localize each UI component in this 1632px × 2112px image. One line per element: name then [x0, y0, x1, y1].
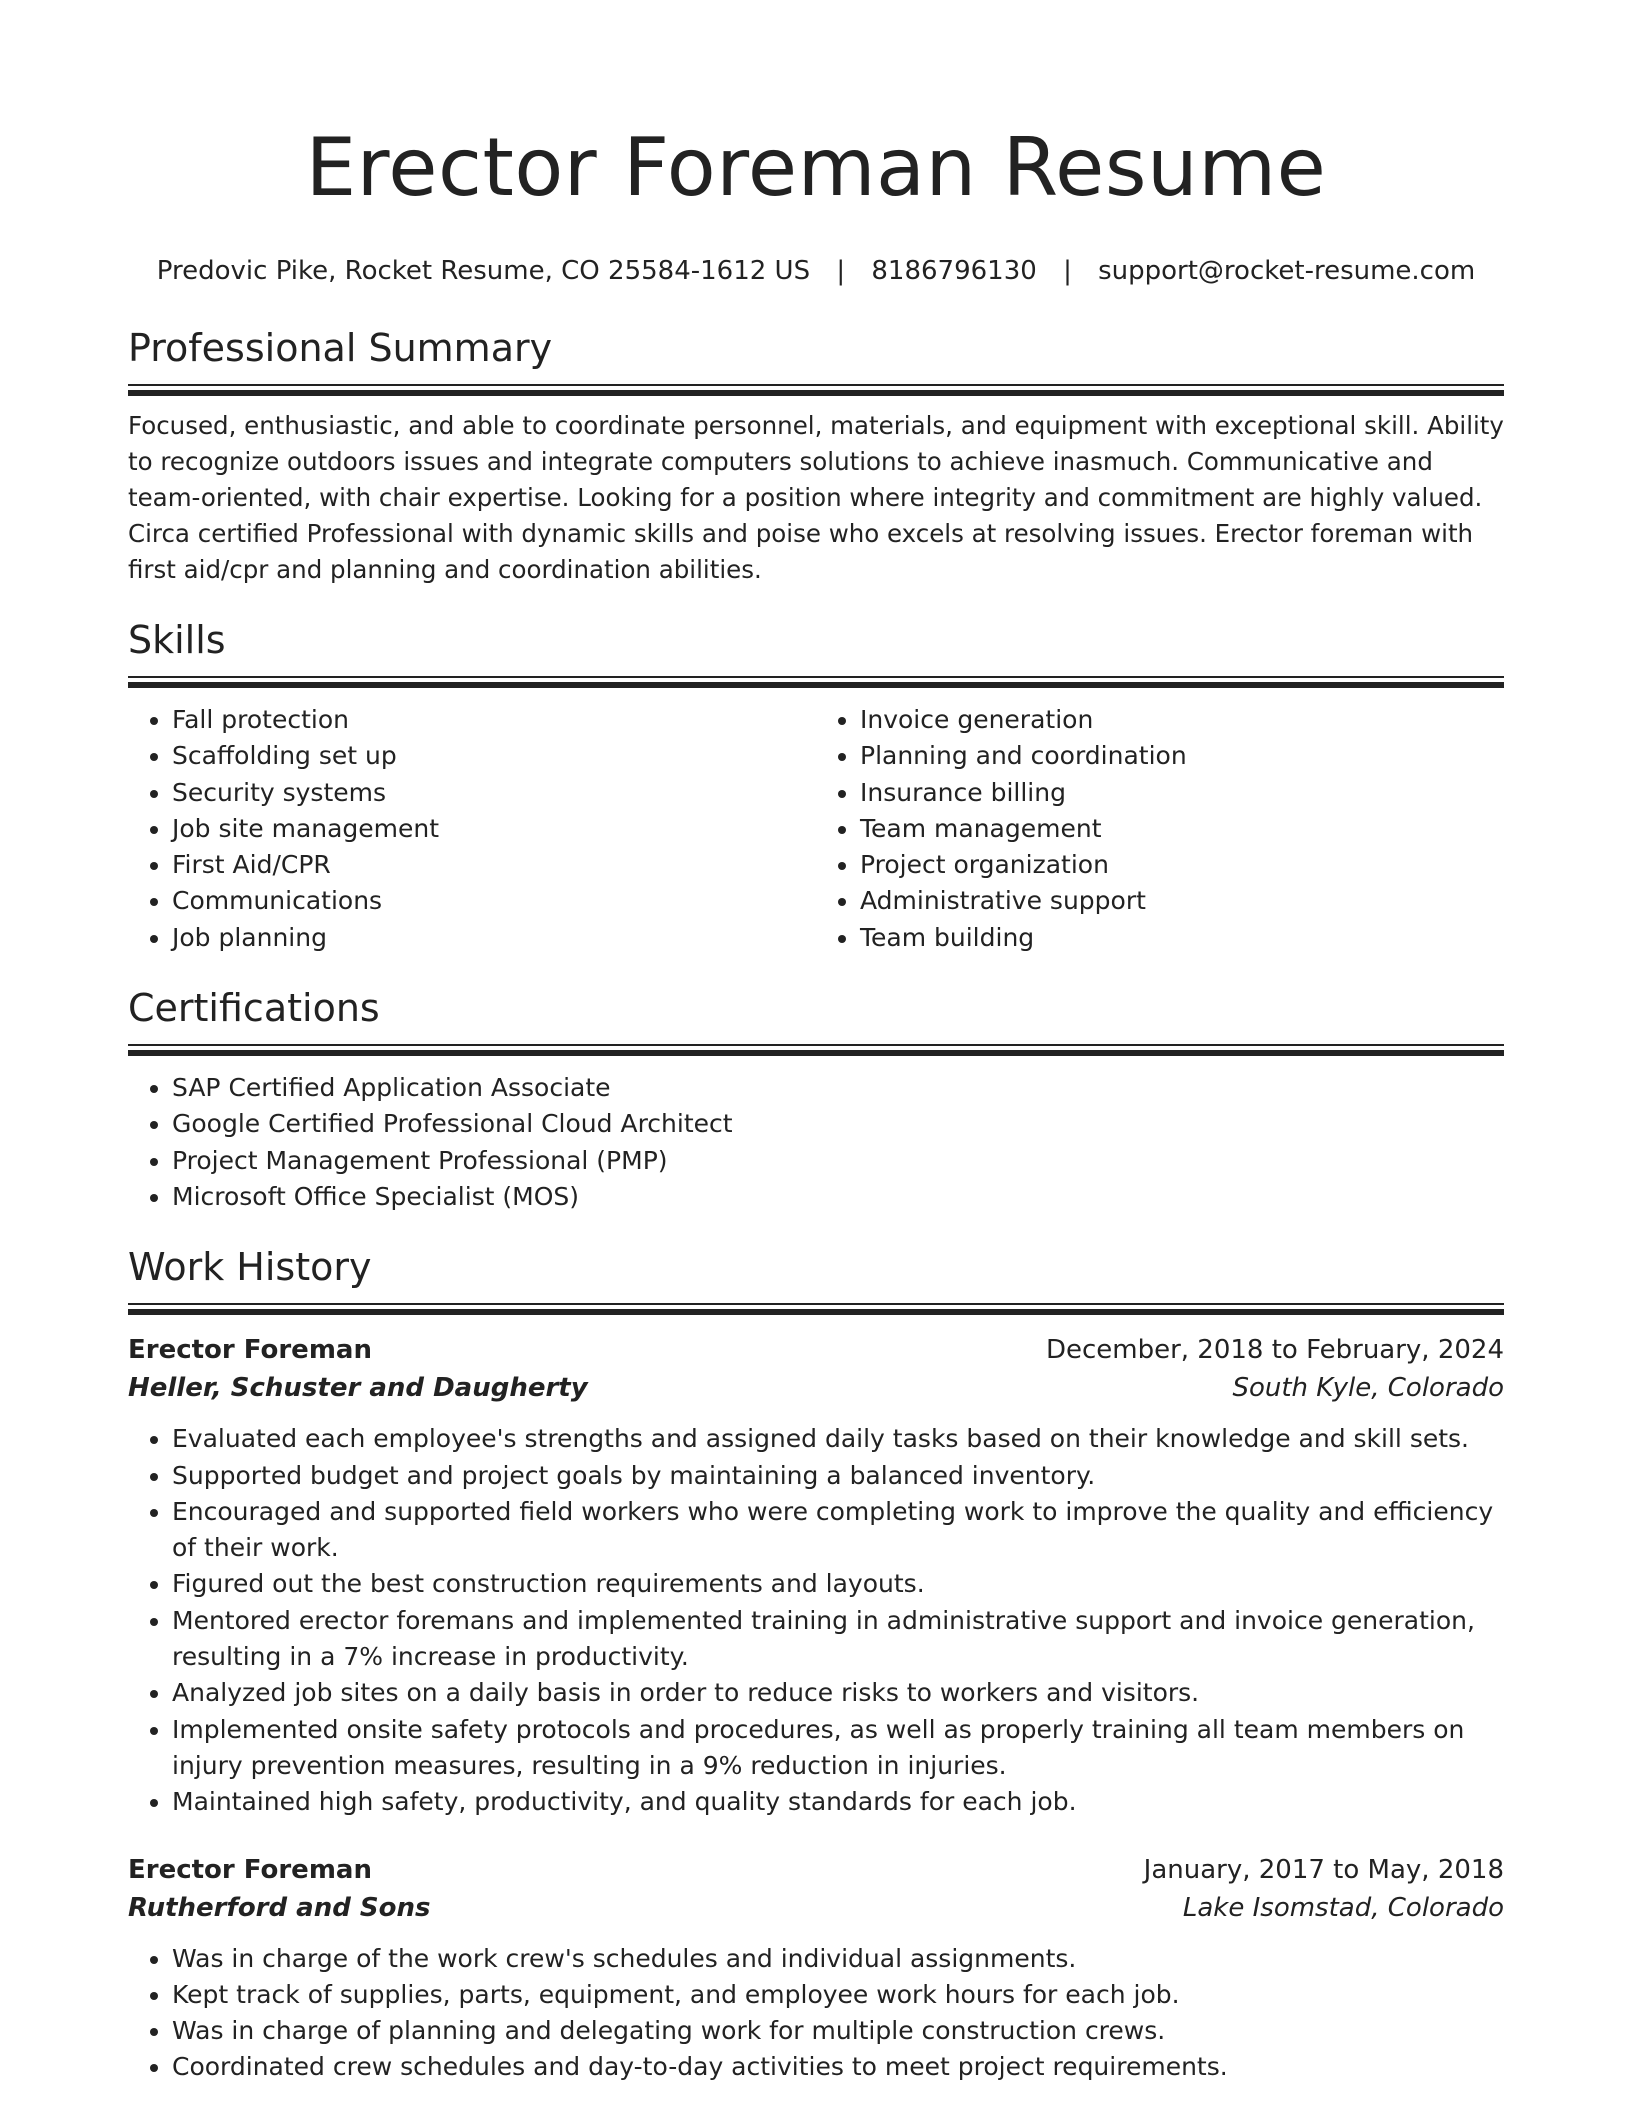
skill-item: • Team building: [860, 920, 1504, 956]
section-divider: [128, 676, 1504, 688]
work-history-section: [128, 1243, 1504, 2085]
job-location: South Kyle, Colorado: [1232, 1373, 1504, 1404]
contact-separator: |: [836, 256, 846, 286]
certification-item: • Google Certified Professional Cloud Architect: [172, 1106, 1504, 1142]
job-duty-item: • Kept track of supplies, parts, equipment, and employee work hours for each job.: [172, 1977, 1504, 2013]
job-subheader: [128, 1889, 1504, 1927]
summary-section: [128, 324, 1504, 588]
job-duty-item: • Was in charge of the work crew's schedules and individual assignments.: [172, 1941, 1504, 1977]
job-title: Erector Foreman: [128, 1854, 372, 1885]
job-duties-list: [128, 1421, 1504, 1820]
skill-item: • Communications: [172, 883, 816, 919]
job-title: Erector Foreman: [128, 1335, 372, 1366]
skill-item: • Team management: [860, 811, 1504, 847]
skill-item: • Job planning: [172, 920, 816, 956]
certification-item: • SAP Certified Application Associate: [172, 1070, 1504, 1106]
certifications-list: [128, 1070, 1504, 1215]
section-heading-work-history: Work History: [128, 1245, 372, 1290]
summary-text: Focused, enthusiastic, and able to coordinate personnel, materials, and equipment with exceptional skill. Ability to recognize outdoors issues and integrate computers solutions to achieve inasmuch. Communicative and team-oriented, with chair expertise. Looking for a position where integrity and commitment are highly valued. Circa certified Professional with dynamic skills and poise who excels at resolving issues. Erector foreman with first aid/cpr and planning and coordination abilities.: [128, 411, 1504, 584]
section-heading-skills: Skills: [128, 618, 226, 662]
job-location: Lake Isomstad, Colorado: [1182, 1892, 1504, 1923]
job-subheader: [128, 1369, 1504, 1407]
job-duty-item: • Analyzed job sites on a daily basis in order to reduce risks to workers and visitors.: [172, 1675, 1504, 1711]
skill-item: • Scaffolding set up: [172, 738, 816, 774]
job-header: [128, 1851, 1504, 1889]
section-heading-certifications: Certifications: [128, 986, 380, 1031]
section-heading-summary: Professional Summary: [128, 326, 553, 370]
section-divider: [128, 384, 1504, 396]
contact-separator: |: [1063, 256, 1072, 286]
skill-item: • First Aid/CPR: [172, 847, 816, 883]
job-duty-item: • Encouraged and supported field workers who were completing work to improve the quality and efficiency of their work.: [172, 1494, 1504, 1567]
job-dates: January, 2017 to May, 2018: [1143, 1854, 1504, 1885]
certifications-section: [128, 984, 1504, 1215]
skill-item: • Fall protection: [172, 702, 816, 738]
job-duty-item: • Was in charge of planning and delegating work for multiple construction crews.: [172, 2013, 1504, 2049]
skills-grid: [128, 688, 1504, 956]
job-duty-item: • Evaluated each employee's strengths and assigned daily tasks based on their knowledge and skill sets.: [172, 1421, 1504, 1457]
skill-item: • Insurance billing: [860, 775, 1504, 811]
certification-item: • Project Management Professional (PMP): [172, 1143, 1504, 1179]
job-duty-item: • Implemented onsite safety protocols and procedures, as well as properly training all team members on injury prevention measures, resulting in a 9% reduction in injuries.: [172, 1712, 1504, 1785]
section-divider: [128, 1303, 1504, 1315]
skills-list-left: [128, 702, 816, 956]
job-duty-item: • Maintained high safety, productivity, and quality standards for each job.: [172, 1784, 1504, 1820]
job-duty-item: • Mentored erector foremans and implemented training in administrative support and invoice generation, resulting in a 7% increase in productivity.: [172, 1603, 1504, 1676]
skill-item: • Administrative support: [860, 883, 1504, 919]
skills-section: [128, 616, 1504, 956]
job-company: Heller, Schuster and Daugherty: [128, 1373, 588, 1404]
job-entry: [128, 1331, 1504, 1820]
contact-address: Predovic Pike, Rocket Resume, CO 25584-1612 US: [156, 256, 811, 286]
skills-list-right: [816, 702, 1504, 956]
skill-item: • Invoice generation: [860, 702, 1504, 738]
job-company: Rutherford and Sons: [128, 1892, 431, 1923]
job-duty-item: • Figured out the best construction requirements and layouts.: [172, 1566, 1504, 1602]
contact-email[interactable]: support@rocket-resume.com: [1098, 256, 1476, 286]
job-header: [128, 1331, 1504, 1369]
job-entry: [128, 1851, 1504, 2086]
skill-item: • Planning and coordination: [860, 738, 1504, 774]
job-duty-item: • Supported budget and project goals by maintaining a balanced inventory.: [172, 1458, 1504, 1494]
job-duty-item: • Coordinated crew schedules and day-to-day activities to meet project requirements.: [172, 2049, 1504, 2085]
job-dates: December, 2018 to February, 2024: [1045, 1335, 1504, 1366]
job-duties-list: [128, 1941, 1504, 2086]
skill-item: • Security systems: [172, 775, 816, 811]
contact-line: [128, 254, 1504, 288]
skill-item: • Project organization: [860, 847, 1504, 883]
contact-phone: 8186796130: [871, 256, 1037, 286]
skill-item: • Job site management: [172, 811, 816, 847]
resume-title: Erector Foreman Resume: [305, 121, 1327, 214]
certification-item: • Microsoft Office Specialist (MOS): [172, 1179, 1504, 1215]
section-divider: [128, 1044, 1504, 1056]
